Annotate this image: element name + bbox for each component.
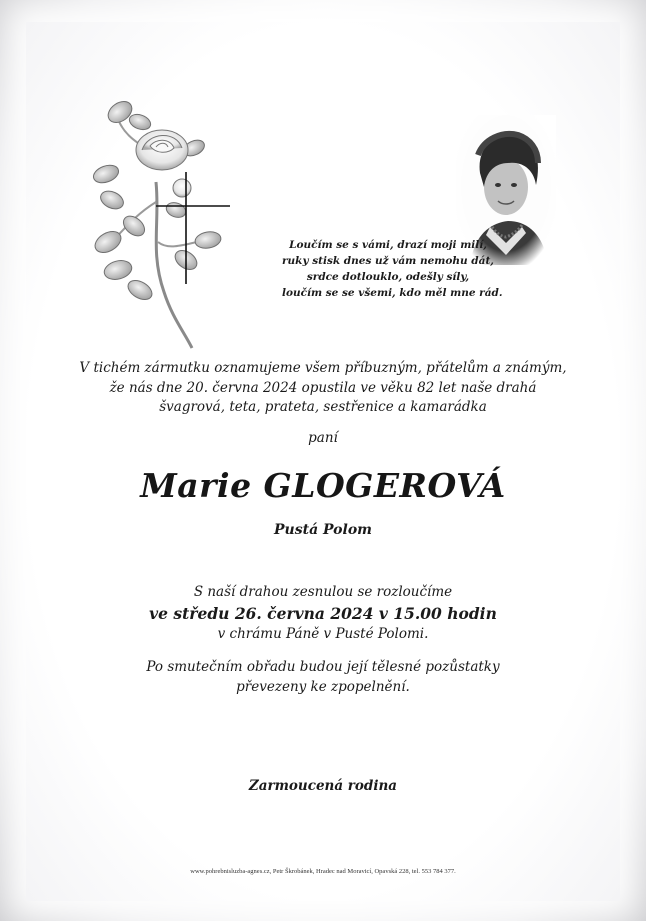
after-ceremony-note xyxy=(0,658,646,697)
signature: Zarmoucená rodina xyxy=(248,778,398,794)
deceased-name: Marie GLOGEROVÁ xyxy=(140,466,506,505)
poem-line: ruky stisk dnes už vám nemohu dát, xyxy=(282,255,494,267)
farewell-poem xyxy=(282,237,503,301)
rose-cross-illustration xyxy=(90,92,240,354)
poem-line: srdce dotlouklo, odešly síly, xyxy=(306,271,470,283)
announcement-text xyxy=(60,359,586,418)
poem-line: Loučím se s vámi, drazí moji milí, xyxy=(289,239,487,251)
deceased-place: Pustá Polom xyxy=(274,522,372,538)
announcement-line: V tichém zármutku oznamujeme všem příbuzným, přátelům a známým, xyxy=(79,360,567,376)
honorific: paní xyxy=(308,430,338,446)
ceremony-details xyxy=(0,582,646,645)
funeral-service-footer: www.pohrebnisluzba-agnes.cz, Petr Škrobánek, Hradec nad Moravicí, Opavská 228, tel. 553 784 377. xyxy=(190,868,456,875)
after-line: Po smutečním obřadu budou její tělesné pozůstatky xyxy=(146,659,500,675)
after-line: převezeny ke zpopelnění. xyxy=(236,678,410,695)
ceremony-intro: S naší drahou zesnulou se rozloučíme xyxy=(193,584,453,600)
announcement-line: švagrová, teta, prateta, sestřenice a kamarádka xyxy=(159,399,487,415)
rose-flower xyxy=(136,130,191,197)
announcement-line: že nás dne 20. června 2024 opustila ve věku 82 let naše drahá xyxy=(109,379,537,396)
poem-line: loučím se se všemi, kdo měl mne rád. xyxy=(282,287,503,299)
ceremony-location: v chrámu Páně v Pusté Polomi. xyxy=(217,626,429,642)
ceremony-datetime: ve středu 26. června 2024 v 15.00 hodin xyxy=(149,604,497,623)
